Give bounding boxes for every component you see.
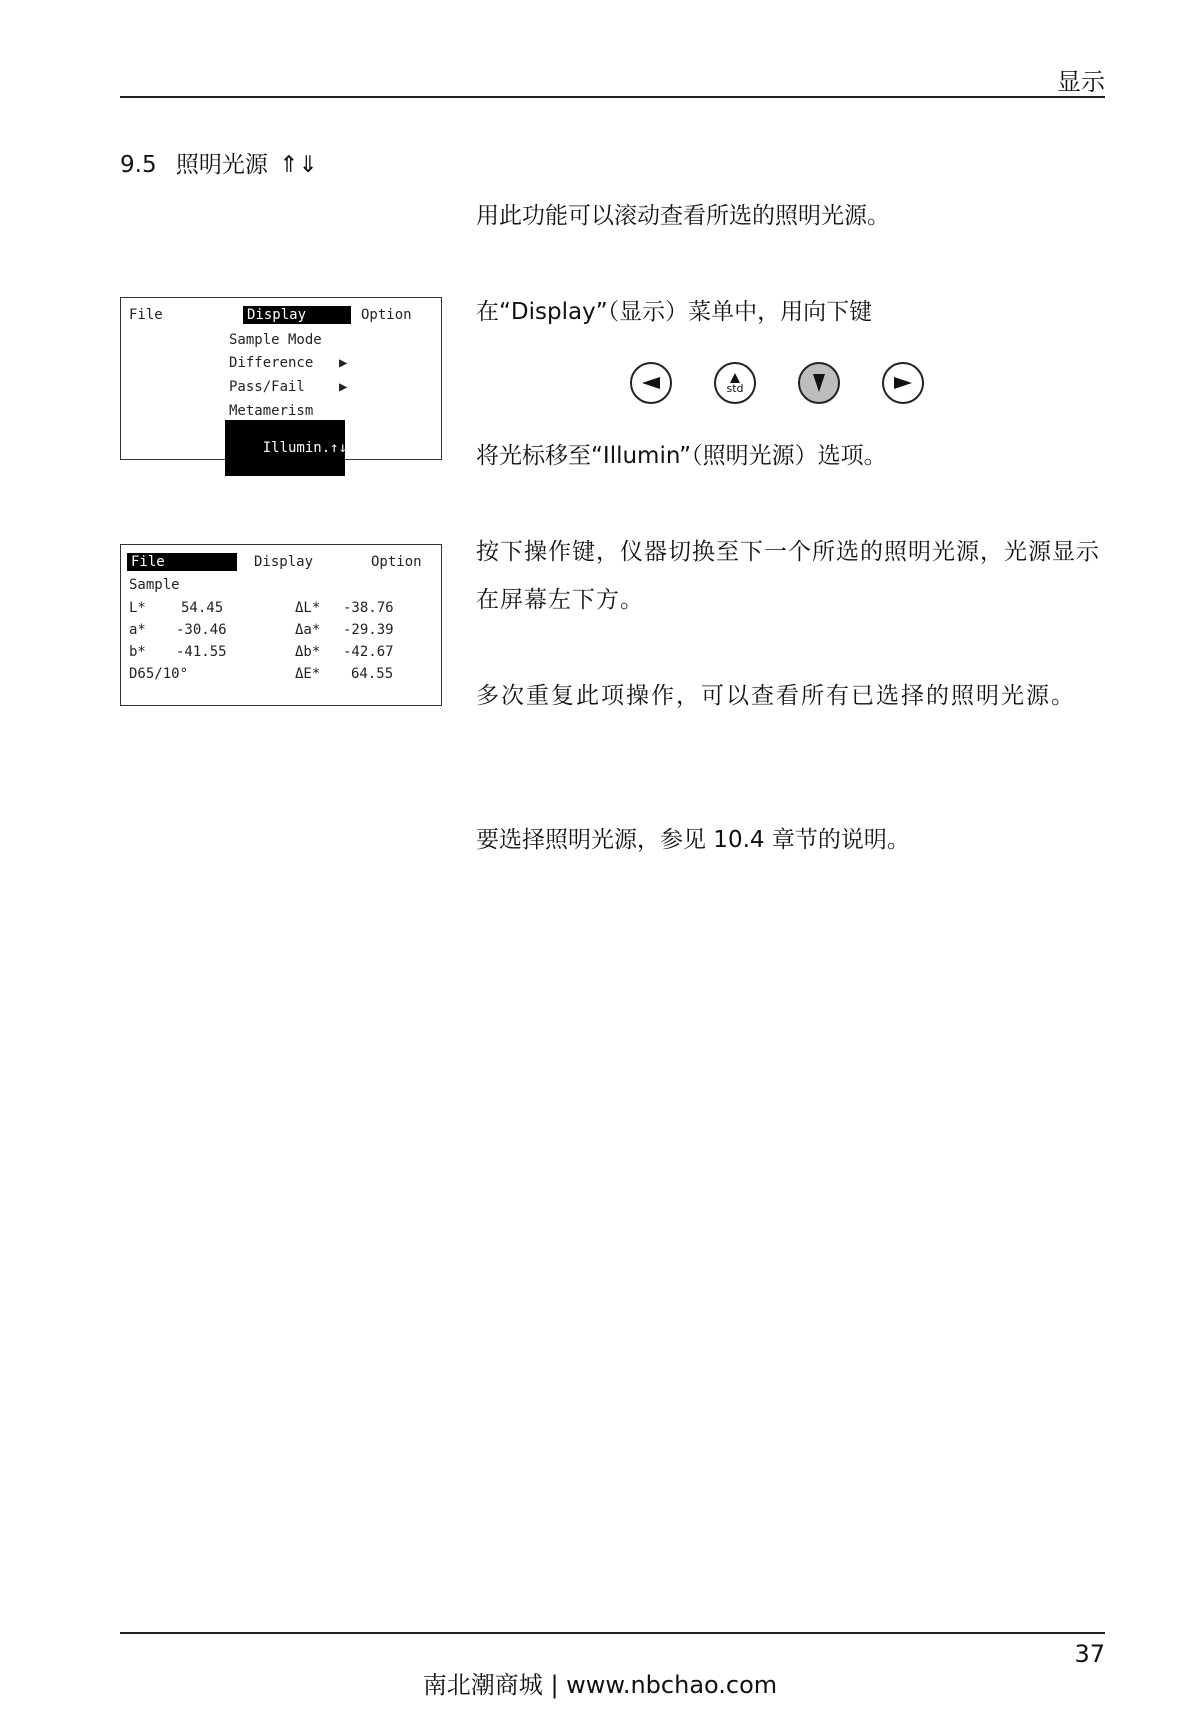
section-arrows: ⇑⇓ <box>279 152 318 178</box>
down-arrow-icon <box>812 372 826 394</box>
section-title-text: 照明光源 <box>175 152 268 178</box>
section-number: 9.5 <box>120 152 157 178</box>
delta-key: ΔL* <box>295 600 321 616</box>
delta-value: -42.67 <box>343 644 394 660</box>
menu-display: Display <box>254 554 314 570</box>
right-arrow-icon <box>892 376 914 390</box>
delta-value: 64.55 <box>351 666 394 682</box>
right-key <box>882 362 924 404</box>
device-screen-display-menu <box>120 297 442 460</box>
submenu-arrow-icon: ▶ <box>339 355 348 371</box>
up-arrow-icon <box>730 373 740 383</box>
submenu-arrow-icon: ▶ <box>339 379 348 395</box>
menu-option: Option <box>361 307 412 323</box>
running-header: 显示 <box>1057 68 1105 96</box>
reading-value: -30.46 <box>176 622 227 638</box>
step1-paragraph: 在“Display”（显示）菜单中，用向下键 <box>476 299 873 325</box>
menu-display-highlighted: Display <box>243 306 351 324</box>
menu-option: Option <box>371 554 422 570</box>
reading-value: -41.55 <box>176 644 227 660</box>
menu-item-sample-mode: Sample Mode <box>229 332 322 348</box>
delta-key: Δa* <box>295 622 321 638</box>
menu-item-illumin-label: Illumin. <box>262 440 331 456</box>
std-key <box>714 362 756 404</box>
menu-file: File <box>129 307 163 323</box>
std-key-label: std <box>726 381 744 395</box>
illuminant-label: D65/10° <box>129 666 189 682</box>
delta-key: ΔE* <box>295 666 321 682</box>
reading-key: L* <box>129 600 146 616</box>
delta-value: -29.39 <box>343 622 394 638</box>
left-arrow-icon <box>640 376 662 390</box>
menu-item-pass-fail: Pass/Fail <box>229 379 305 395</box>
step4-paragraph: 多次重复此项操作，可以查看所有已选择的照明光源。 <box>476 683 1076 709</box>
device-keys <box>630 362 930 406</box>
up-down-arrow-icon: ↑↓ <box>330 440 348 456</box>
delta-key: Δb* <box>295 644 321 660</box>
left-key <box>630 362 672 404</box>
menu-item-difference: Difference <box>229 355 314 371</box>
intro-paragraph: 用此功能可以滚动查看所选的照明光源。 <box>476 203 890 229</box>
menu-file-highlighted: File <box>127 553 237 571</box>
reading-value: 54.45 <box>181 600 224 616</box>
note-paragraph: 要选择照明光源，参见 10.4 章节的说明。 <box>476 827 910 853</box>
step3-paragraph: 按下操作键，仪器切换至下一个所选的照明光源，光源显示在屏幕左下方。 <box>476 539 1100 613</box>
step2-paragraph: 将光标移至“Illumin”（照明光源）选项。 <box>476 443 887 469</box>
reading-key: b* <box>129 644 146 660</box>
device-screen-sample <box>120 544 442 706</box>
footer-rule <box>120 1632 1105 1634</box>
page-number: 37 <box>1074 1640 1105 1668</box>
section-title <box>120 146 318 179</box>
reading-key: a* <box>129 622 146 638</box>
delta-value: -38.76 <box>343 600 394 616</box>
menu-item-illumin-selected <box>225 420 348 476</box>
down-key <box>798 362 840 404</box>
sample-label: Sample <box>129 577 180 593</box>
footer-site: 南北潮商城 | www.nbchao.com <box>422 1671 778 1699</box>
header-rule <box>120 96 1105 98</box>
menu-item-metamerism: Metamerism <box>229 403 314 419</box>
